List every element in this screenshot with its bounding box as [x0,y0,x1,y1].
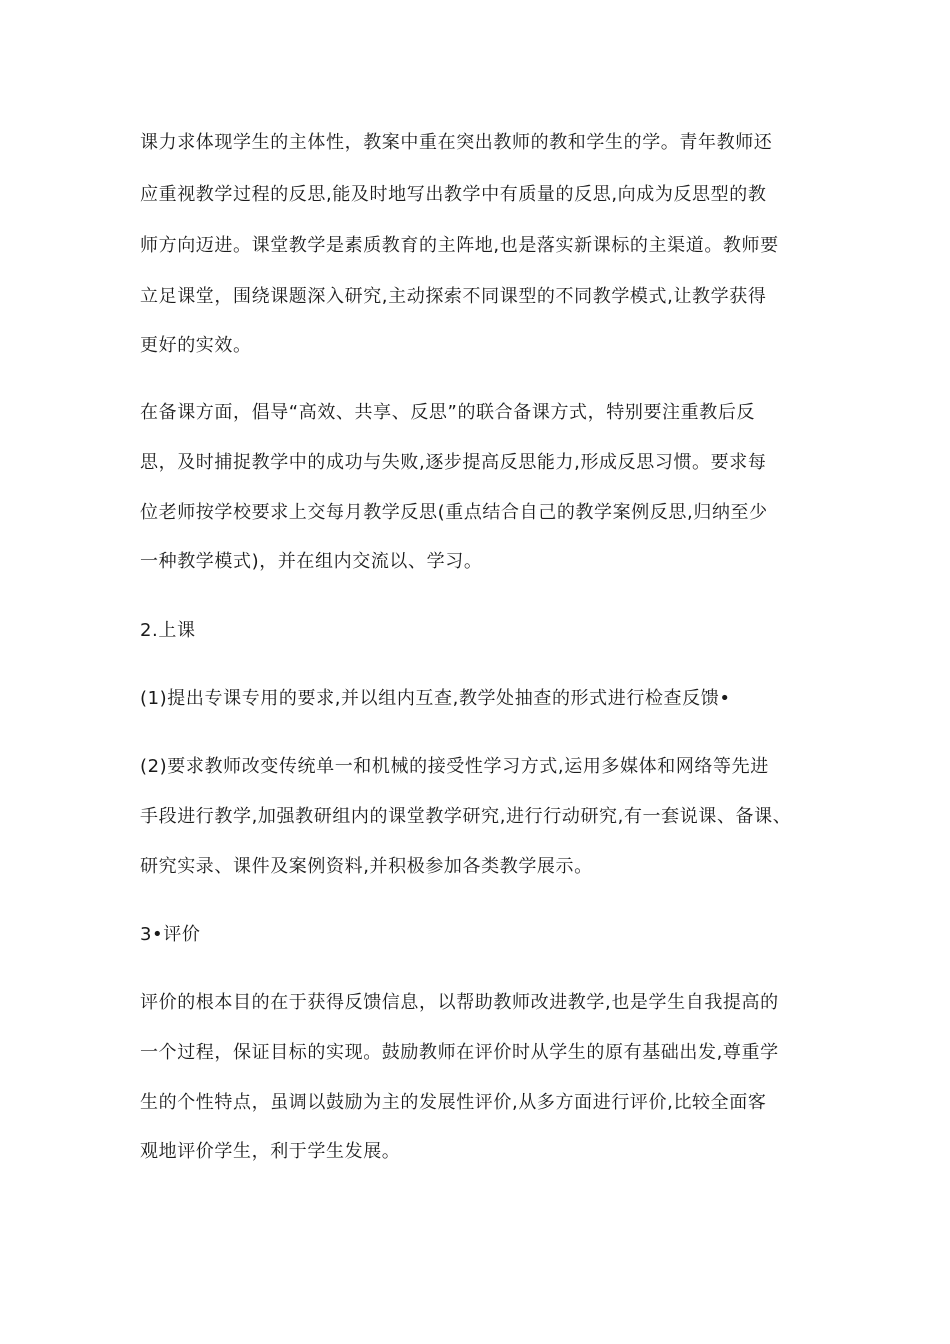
section-heading-teaching: 2.上课 [140,620,196,641]
text-line: 在备课方面，倡导“高效、共享、反思”的联合备课方式，特别要注重教后反 [140,402,756,423]
text-line: 评价的根本目的在于获得反馈信息，以帮助教师改进教学,也是学生自我提高的 [140,992,779,1013]
text-line: 立足课堂，围绕课题深入研究,主动探索不同课型的不同教学模式,让教学获得 [140,286,767,307]
text-line: 手段进行教学,加强教研组内的课堂教学研究,进行行动研究,有一套说课、备课、 [140,806,792,827]
text-line: 一个过程，保证目标的实现。鼓励教师在评价时从学生的原有基础出发,尊重学 [140,1042,779,1063]
list-item-1: (1)提出专课专用的要求,并以组内互查,教学处抽查的形式进行检查反馈• [140,688,731,709]
text-line: 思，及时捕捉教学中的成功与失败,逐步提高反思能力,形成反思习惯。要求每 [140,452,767,473]
text-line: (2)要求教师改变传统单一和机械的接受性学习方式,运用多媒体和网络等先进 [140,756,769,777]
text-line: 更好的实效。 [140,335,252,356]
text-line: 生的个性特点，虽调以鼓励为主的发展性评价,从多方面进行评价,比较全面客 [140,1092,767,1113]
text-line: 观地评价学生，利于学生发展。 [140,1141,401,1162]
text-line: 一种教学模式)，并在组内交流以、学习。 [140,551,483,572]
text-line: 研究实录、课件及案例资料,并积极参加各类教学展示。 [140,856,593,877]
text-line: 师方向迈进。课堂教学是素质教育的主阵地,也是落实新课标的主渠道。教师要 [140,235,779,256]
text-line: 位老师按学校要求上交每月教学反思(重点结合自己的教学案例反思,归纳至少 [140,502,768,523]
text-line: 课力求体现学生的主体性，教案中重在突出教师的教和学生的学。青年教师还 [140,132,773,153]
text-line: 应重视教学过程的反思,能及时地写出教学中有质量的反思,向成为反思型的教 [140,184,767,205]
section-heading-evaluation: 3•评价 [140,924,201,945]
